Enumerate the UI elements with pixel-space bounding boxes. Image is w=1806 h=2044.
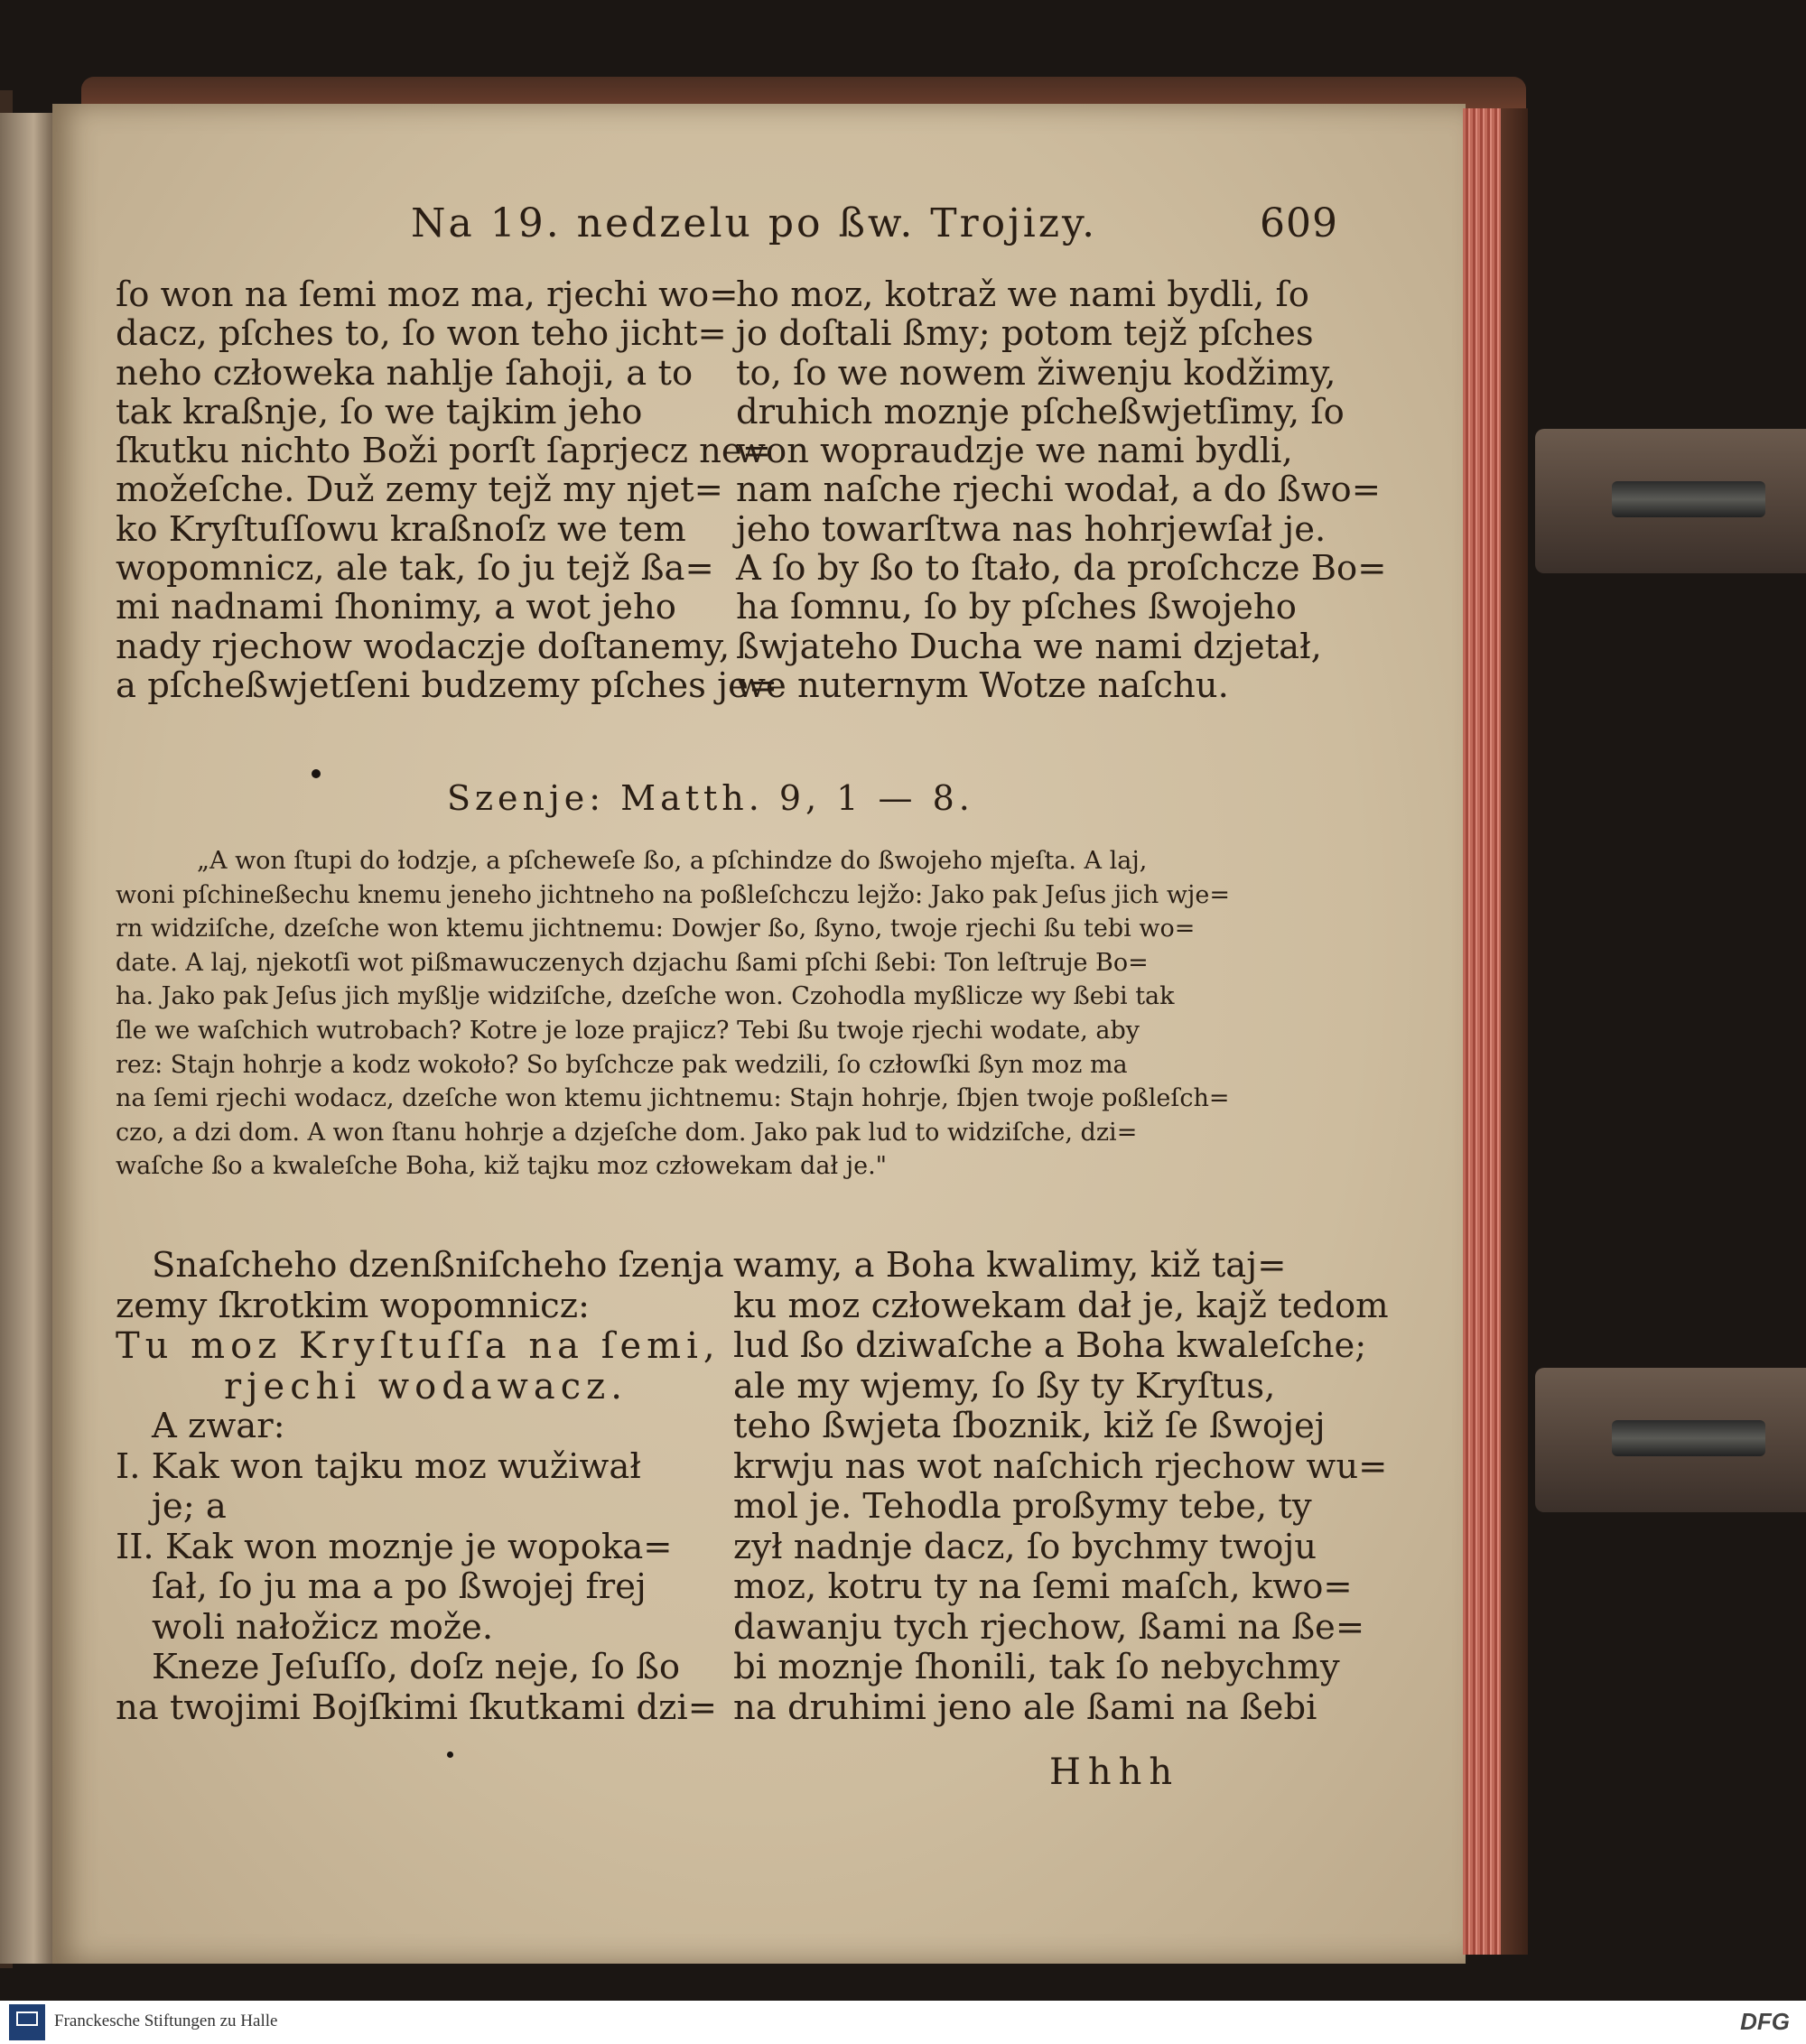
text-line: Snaſcheho dzenßniſcheho ſzenja bbox=[152, 1245, 724, 1286]
institution-logo[interactable] bbox=[9, 2004, 45, 2040]
text-line: na twojimi Bojſkimi ſkutkami dzi= bbox=[116, 1686, 717, 1728]
text-line: nady rjechow wodaczje doſtanemy, bbox=[116, 626, 731, 667]
quote-line: woni pſchineßechu knemu jeneho jichtneho na poßleſchczu lejžo: Jako pak Jeſus jich wje= bbox=[116, 880, 1230, 909]
outline-item: I. Kak won tajku moz wužiwał bbox=[116, 1445, 641, 1487]
text-line: zył nadnje dacz, ſo bychmy twoju bbox=[733, 1526, 1317, 1567]
bottom-left-column bbox=[116, 1245, 724, 1728]
outline-item: II. Kak won moznje je wopoka= bbox=[116, 1526, 673, 1567]
sermon-theme: rjechi wodawacz. bbox=[224, 1365, 628, 1408]
quote-line: waſche ßo a kwaleſche Boha, kiž tajku moz człowekam dał je." bbox=[116, 1152, 888, 1181]
text-line: won wopraudzje we nami bydli, bbox=[736, 431, 1293, 472]
text-line: tak kraßnje, ſo we tajkim jeho bbox=[116, 391, 643, 432]
institution-name[interactable]: Franckesche Stiftungen zu Halle bbox=[54, 2011, 278, 2030]
bottom-right-column bbox=[733, 1245, 1389, 1728]
left-page-edge bbox=[0, 113, 56, 1964]
text-line: teho ßwjeta ſboznik, kiž ſe ßwojej bbox=[733, 1406, 1326, 1446]
running-head-title: Na 19. nedzelu po ßw. Trojizy. bbox=[411, 200, 1098, 246]
text-line: mi nadnami ſhonimy, a wot jeho bbox=[116, 587, 676, 628]
text-line: woli nałožicz može. bbox=[152, 1606, 494, 1648]
text-line: jo doſtali ßmy; potom tejž pſches bbox=[736, 313, 1314, 355]
text-line: ale my wjemy, ſo ßy ty Kryſtus, bbox=[733, 1365, 1276, 1407]
page-number: 609 bbox=[1260, 200, 1338, 246]
text-line: ha ſomnu, ſo by pſches ßwojeho bbox=[736, 587, 1297, 628]
quote-line: ha. Jako pak Jeſus jich myßlje widziſche, dzeſche won. Czohodla myßlicze wy ßebi tak bbox=[116, 982, 1175, 1011]
book-clasp-lower bbox=[1535, 1368, 1806, 1512]
quote-line: rn widziſche, dzeſche won ktemu jichtnemu: Dowjer ßo, ßyno, twoje rjechi ßu tebi wo= bbox=[116, 915, 1196, 943]
text-line: ho moz, kotraž we nami bydli, ſo bbox=[736, 274, 1309, 315]
quote-line: ſle we waſchich wutrobach? Kotre je loze prajicz? Tebi ßu twoje rjechi wodate, aby bbox=[116, 1016, 1140, 1045]
text-line: ku moz człowekam dał je, kajž tedom bbox=[733, 1285, 1389, 1326]
text-line: mol je. Tehodla proßymy tebe, ty bbox=[733, 1486, 1312, 1527]
text-line: neho człoweka nahlje ſahoji, a to bbox=[116, 352, 694, 394]
ink-dot bbox=[447, 1751, 453, 1758]
text-line: nam naſche rjechi wodał, a do ßwo= bbox=[736, 469, 1381, 511]
text-line: dacz, pſches to, ſo won teho jicht= bbox=[116, 313, 727, 355]
text-line: je; a bbox=[152, 1486, 227, 1527]
quote-line: rez: Stajn hohrje a kodz wokoło? So byſchcze pak wedzili, ſo człowſki ßyn moz ma bbox=[116, 1050, 1128, 1079]
text-line: wamy, a Boha kwalimy, kiž taj= bbox=[733, 1245, 1287, 1286]
quote-line: na ſemi rjechi wodacz, dzeſche won ktemu jichtnemu: Stajn hohrje, ſbjen twoje poßleſch= bbox=[116, 1084, 1230, 1113]
text-line: krwju nas wot naſchich rjechow wu= bbox=[733, 1445, 1388, 1487]
sermon-theme: Tu moz Kryſtuſſa na ſemi, bbox=[116, 1325, 721, 1367]
quote-line: czo, a dzi dom. A won ſtanu hohrje a dzjeſche dom. Jako pak lud to widziſche, dzi= bbox=[116, 1118, 1138, 1147]
ink-dot bbox=[312, 769, 321, 778]
dfg-logo[interactable]: DFG bbox=[1740, 2008, 1790, 2035]
text-line: ſkutku nichto Boži porſt ſaprjecz ne= bbox=[116, 431, 771, 472]
text-line: ſał, ſo ju ma a po ßwojej frej bbox=[152, 1566, 647, 1607]
text-line: A ſo by ßo to ſtało, da proſchcze Bo= bbox=[736, 548, 1387, 590]
text-line: ßwjateho Ducha we nami dzjetał, bbox=[736, 626, 1322, 667]
text-line: druhich moznje pſcheßwjetſimy, ſo bbox=[736, 391, 1345, 432]
text-line: moz, kotru ty na ſemi maſch, kwo= bbox=[733, 1566, 1353, 1607]
text-line: A zwar: bbox=[152, 1406, 285, 1446]
gospel-heading: Szenje: Matth. 9, 1 — 8. bbox=[447, 778, 974, 818]
text-line: na druhimi jeno ale ßami na ßebi bbox=[733, 1686, 1317, 1728]
top-right-column bbox=[736, 274, 1387, 706]
page-edges bbox=[1463, 108, 1503, 1955]
running-head bbox=[0, 200, 1806, 255]
text-line: Kneze Jeſuſſo, doſz neje, ſo ßo bbox=[152, 1647, 681, 1687]
text-line: jeho towarſtwa nas hohrjewſał je. bbox=[736, 508, 1327, 550]
text-line: lud ßo dziwaſche a Boha kwaleſche; bbox=[733, 1325, 1367, 1366]
footer-bar bbox=[0, 2001, 1806, 2044]
quote-line: „A won ſtupi do łodzje, a pſcheweſe ßo, a pſchindze do ßwojeho mjeſta. A laj, bbox=[197, 847, 1148, 875]
text-line: wopomnicz, ale tak, ſo ju tejž ßa= bbox=[116, 548, 714, 590]
text-line: ko Kryſtuſſowu kraßnoſz we tem bbox=[116, 508, 686, 550]
top-left-column bbox=[116, 274, 778, 706]
text-line: bi moznje ſhonili, tak ſo nebychmy bbox=[733, 1647, 1340, 1687]
signature-mark: Hhhh bbox=[1049, 1751, 1180, 1793]
text-line: a pſcheßwjetſeni budzemy pſches je= bbox=[116, 664, 778, 706]
gospel-quote bbox=[116, 844, 1326, 1184]
logo-icon bbox=[16, 2011, 38, 2026]
text-line: ſo won na ſemi moz ma, rjechi wo= bbox=[116, 274, 739, 315]
book-cover-right bbox=[1501, 108, 1528, 1955]
text-line: zemy ſkrotkim wopomnicz: bbox=[116, 1285, 590, 1326]
book-clasp-upper bbox=[1535, 429, 1806, 573]
text-line: možeſche. Duž zemy tejž my njet= bbox=[116, 469, 723, 511]
quote-line: date. A laj, njekotſi wot pißmawuczenych dzjachu ßami pſchi ßebi: Ton leſtruje Bo= bbox=[116, 948, 1149, 977]
text-line: to, ſo we nowem žiwenju kodžimy, bbox=[736, 352, 1336, 394]
text-line: dawanju tych rjechow, ßami na ße= bbox=[733, 1606, 1365, 1648]
text-line: we nuternym Wotze naſchu. bbox=[736, 664, 1229, 706]
